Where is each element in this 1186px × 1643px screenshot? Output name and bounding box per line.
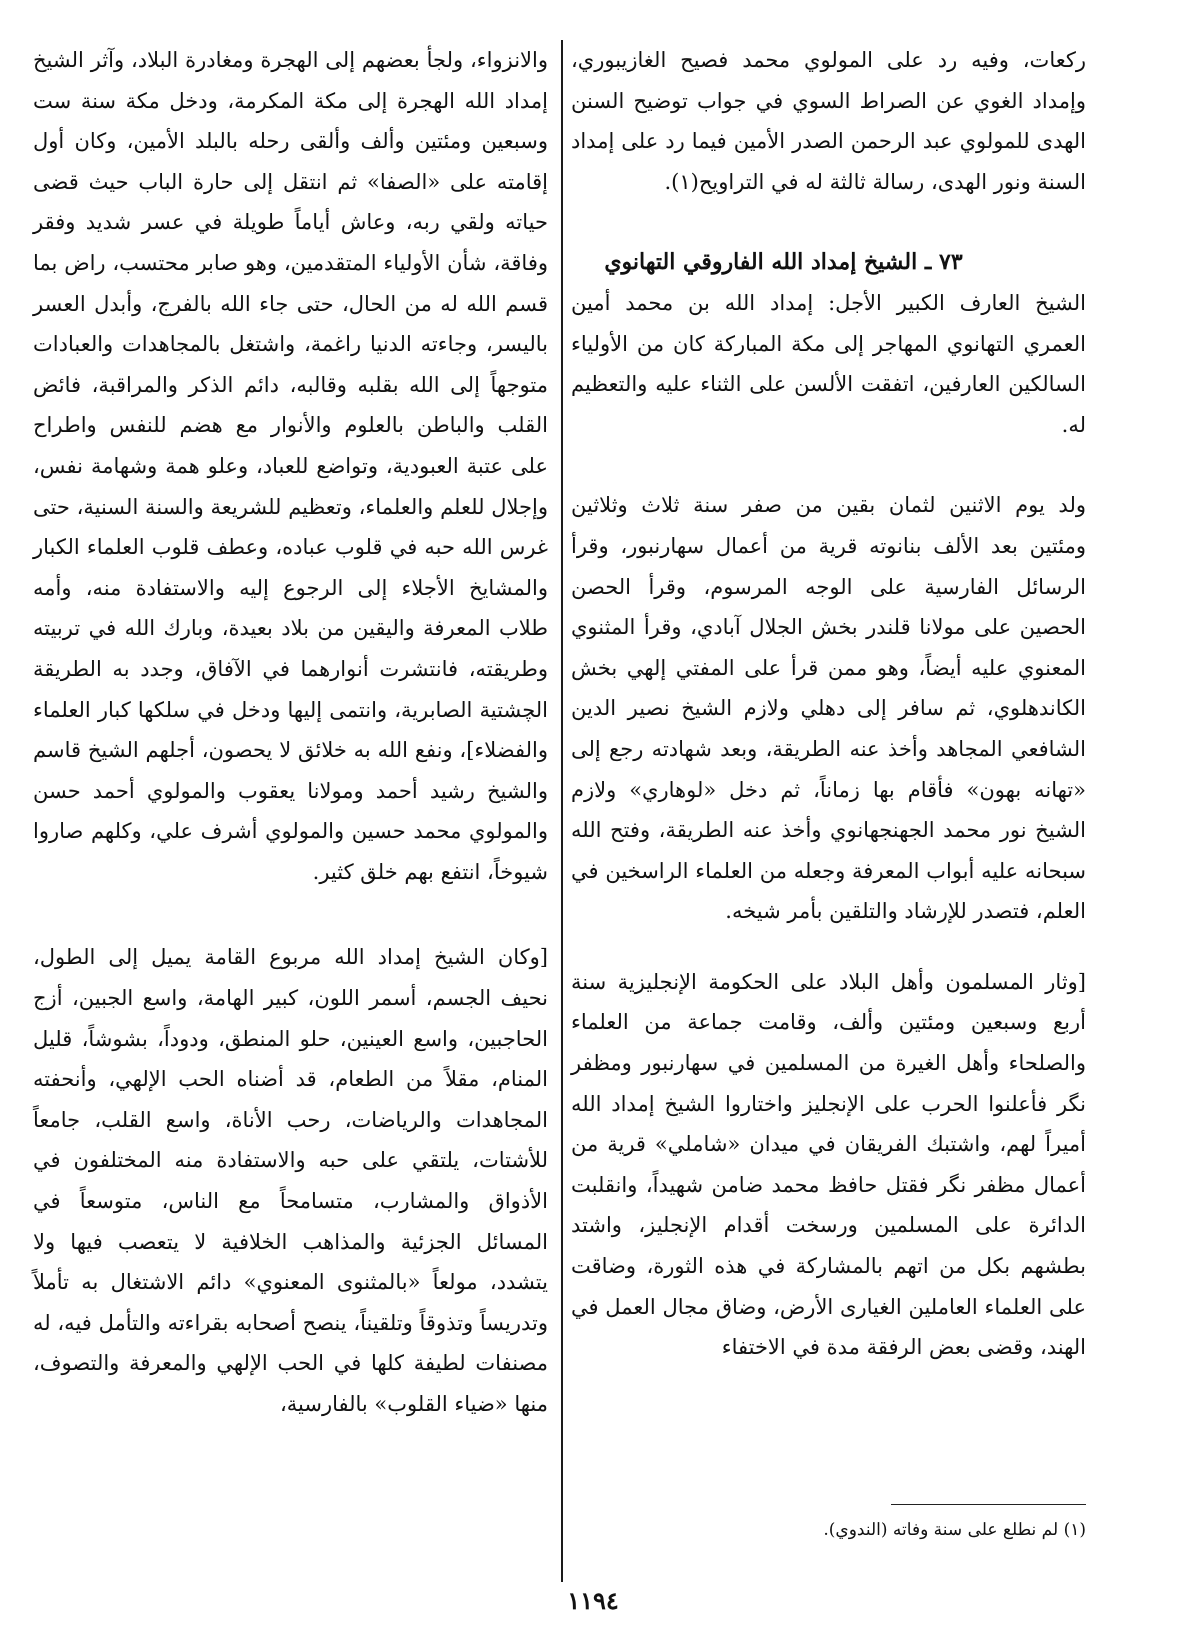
paragraph: ولد يوم الاثنين لثمان بقين من صفر سنة ثلاث وثلاثين ومئتين بعد الألف بنانوته قرية من أعمال سهارنبور، وقرأ الرسائل الفارسية على الوجه المرسوم، وقرأ الحصن الحصين على مولانا قلندر بخش الجلال آبادي، وقرأ المثنوي المعنوي عليه أيضاً، وهو ممن قرأ على المفتي إلهي بخش الكاندهلوي، ثم سافر إلى دهلي ولازم الشيخ نصير الدين الشافعي المجاهد وأخذ عنه الطريقة، وبعد شهادته رجع إلى «تهانه بهون» فأقام بها زماناً، ثم دخل «لوهاري» ولازم الشيخ نور محمد الجهنجهانوي وأخذ عنه الطريقة، وفتح الله سبحانه عليه أبواب المعرفة وجعله من العلماء الراسخين في العلم، فتصدر للإرشاد والتلقين بأمر شيخه. (571, 493, 1086, 924)
right-column (571, 40, 1086, 1368)
paragraph: ركعات، وفيه رد على المولوي محمد فصيح الغازيبوري، وإمداد الغوي عن الصراط السوي في جواب توضيح السنن الهدى للمولوي عبد الرحمن الصدر الأمين فيما رد على إمداد السنة ونور الهدى، رسالة ثالثة له في التراويح(١). (571, 48, 1086, 194)
paragraph: [وكان الشيخ إمداد الله مربوع القامة يميل إلى الطول، نحيف الجسم، أسمر اللون، كبير الهامة، واسع الجبين، أزج الحاجبين، واسع العينين، حلو المنطق، ودوداً، بشوشاً، قليل المنام، مقلاً من الطعام، قد أضناه الحب الإلهي، وأنحفته المجاهدات والرياضات، رحب الأناة، واسع القلب، جامعاً للأشتات، يلتقي على حبه والاستفادة منه المختلفون في الأذواق والمشارب، متسامحاً مع الناس، متوسعاً في المسائل الجزئية والمذاهب الخلافية لا يتعصب فيها ولا يتشدد، مولعاً «بالمثنوى المعنوي» دائم الاشتغال به تأملاً وتدريساً وتذوقاً وتلقيناً، ينصح أصحابه بقراءته والتأمل فيه، له مصنفات لطيفة كلها في الحب الإلهي والمعرفة والتصوف، منها «ضياء القلوب» بالفارسية، (33, 945, 548, 1416)
section-heading: ٧٣ ـ الشيخ إمداد الله الفاروقي التهانوي (604, 249, 963, 276)
footnote: (١) لم نطلع على سنة وفاته (الندوي). (823, 1520, 1086, 1540)
page-number: ١١٩٤ (567, 1586, 619, 1615)
paragraph: [وثار المسلمون وأهل البلاد على الحكومة الإنجليزية سنة أربع وسبعين ومئتين وألف، وقامت جماعة من العلماء والصلحاء وأهل الغيرة من المسلمين في سهارنبور ومظفر نگر فأعلنوا الحرب على الإنجليز واختاروا الشيخ إمداد الله أميراً لهم، واشتبك الفريقان في ميدان «شاملي» قرية من أعمال مظفر نگر فقتل حافظ محمد ضامن شهيداً، وانقلبت الدائرة على المسلمين ورسخت أقدام الإنجليز، واشتد بطشهم بكل من اتهم بالمشاركة في هذه الثورة، وضاقت على العلماء العاملين الغيارى الأرض، وضاق مجال العمل في الهند، وقضى بعض الرفقة مدة في الاختفاء (571, 969, 1086, 1360)
column-divider (561, 40, 563, 1582)
footnote-rule (891, 1504, 1086, 1505)
paragraph: والانزواء، ولجأ بعضهم إلى الهجرة ومغادرة البلاد، وآثر الشيخ إمداد الله الهجرة إلى مكة المكرمة، ودخل مكة سنة ست وسبعين ومئتين وألف وألقى رحله بالبلد الأمين، وكان أول إقامته على «الصفا» ثم انتقل إلى حارة الباب حيث قضى حياته ولقي ربه، وعاش أياماً طويلة في عسر شديد وفقر وفاقة، شأن الأولياء المتقدمين، وهو صابر محتسب، راض بما قسم الله له من الحال، حتى جاء الله بالفرج، وأبدل العسر باليسر، وجاءته الدنيا راغمة، واشتغل بالمجاهدات والعبادات متوجهاً إلى الله بقلبه وقالبه، دائم الذكر والمراقبة، فائض القلب والباطن بالعلوم والأنوار مع هضم للنفس واطراح على عتبة العبودية، وتواضع للعباد، وعلو همة وشهامة نفس، وإجلال للعلم والعلماء، وتعظيم للشريعة والسنة السنية، حتى غرس الله حبه في قلوب عباده، وعطف قلوب العلماء الكبار والمشايخ الأجلاء إلى الرجوع إليه والاستفادة منه، وأمه طلاب المعرفة واليقين من بلاد بعيدة، وبارك الله في تربيته وطريقته، فانتشرت أنوارهما في الآفاق، وجدد به الطريقة الچشتية الصابرية، وانتمى إليها ودخل في سلكها كبار العلماء والفضلاء]، ونفع الله به خلائق لا يحصون، أجلهم الشيخ قاسم والشيخ رشيد أحمد ومولانا يعقوب والمولوي أحمد حسن والمولوي محمد حسين والمولوي أشرف علي، وكلهم صاروا شيوخاً، انتفع بهم خلق كثير. (33, 48, 548, 884)
left-column (33, 40, 548, 1425)
paragraph: الشيخ العارف الكبير الأجل: إمداد الله بن محمد أمين العمري التهانوي المهاجر إلى مكة المباركة كان من الأولياء السالكين العارفين، اتفقت الألسن على الثناء عليه والتعظيم له. (571, 290, 1086, 437)
